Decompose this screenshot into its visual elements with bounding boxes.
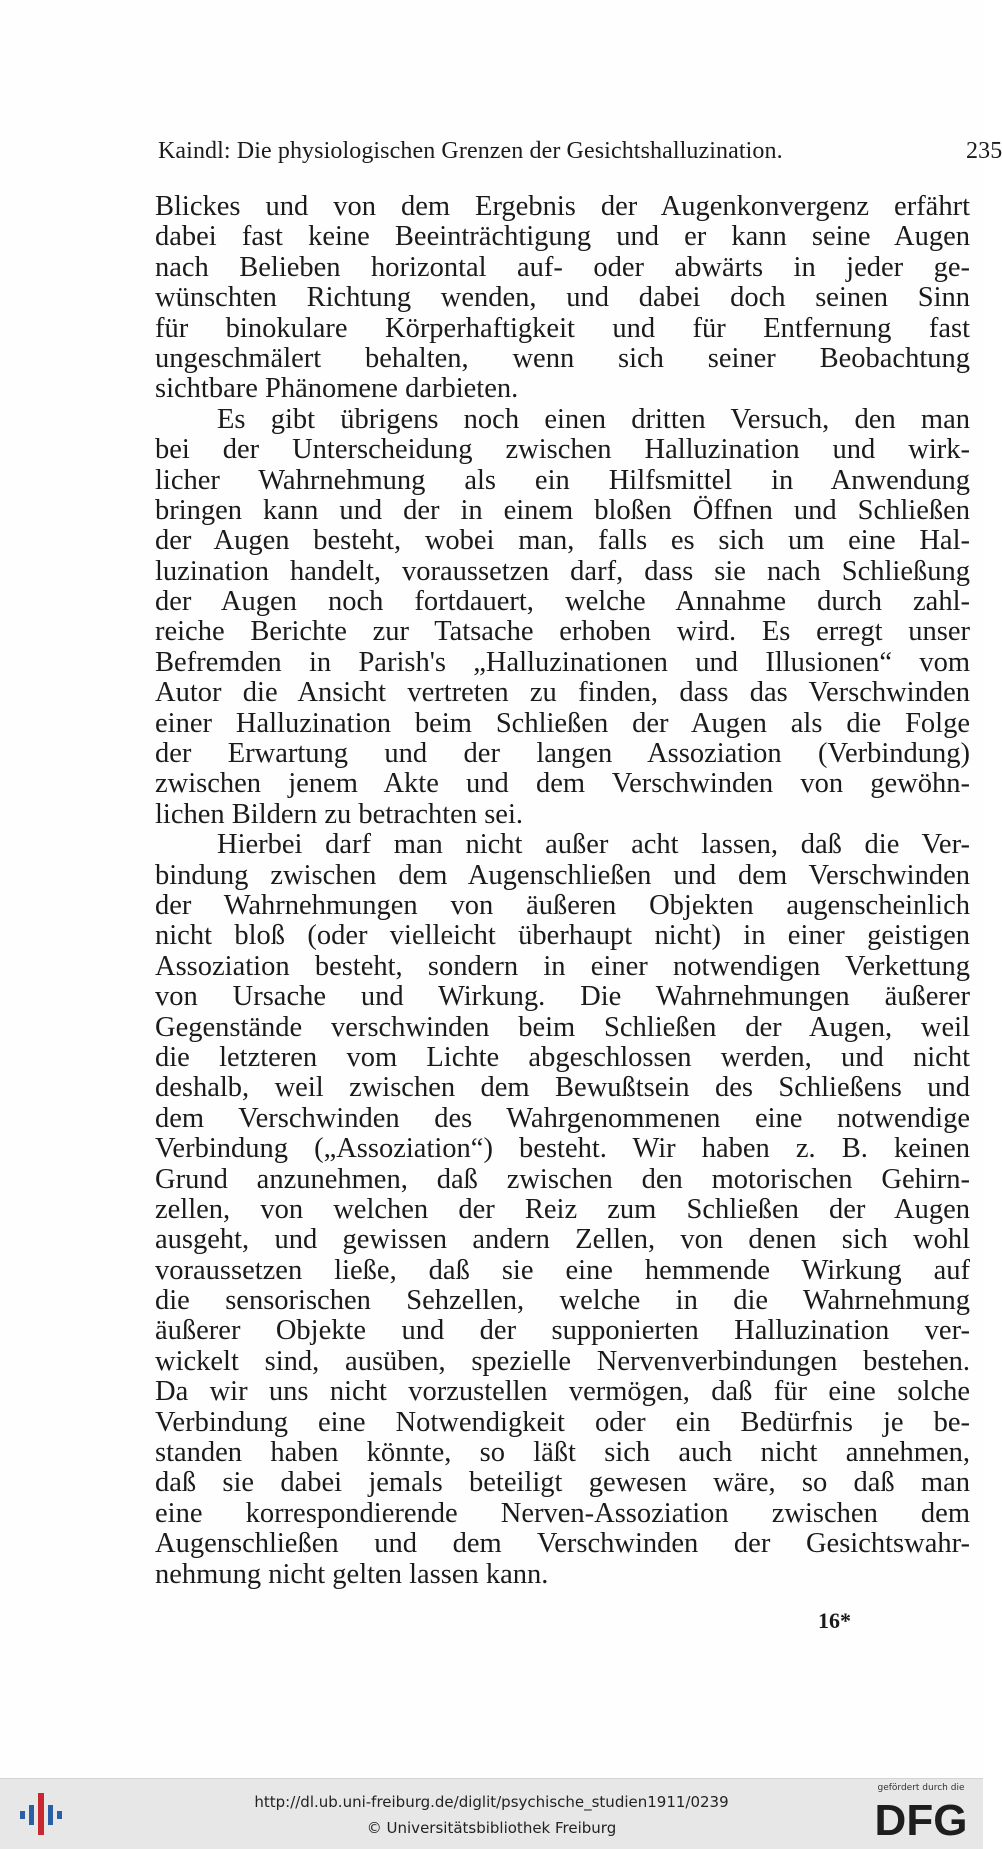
- text-line: der Augen noch fortdauert, welche Annahme durch zahl-: [155, 586, 970, 618]
- text-line: daß sie dabei jemals beteiligt gewesen wäre, so daß man: [155, 1467, 970, 1499]
- text-line: Autor die Ansicht vertreten zu finden, dass das Verschwinden: [155, 677, 970, 709]
- text-line: Grund anzunehmen, daß zwischen den motorischen Gehirn-: [155, 1163, 970, 1195]
- signature-mark: 16*: [818, 1608, 851, 1633]
- text-line: zellen, von welchen der Reiz zum Schließen der Augen: [155, 1193, 970, 1225]
- text-line: bringen kann und der in einem bloßen Öffnen und Schließen: [155, 494, 970, 526]
- text-line: ausgeht, und gewissen andern Zellen, von denen sich wohl: [155, 1224, 970, 1256]
- text-line: dem Verschwinden des Wahrgenommenen eine notwendige: [155, 1102, 970, 1134]
- text-line: Da wir uns nicht vorzustellen vermögen, daß für eine solche: [155, 1376, 970, 1408]
- text-line: die letzteren vom Lichte abgeschlossen werden, und nicht: [155, 1041, 970, 1073]
- text-line: nicht bloß (oder vielleicht überhaupt nicht) in einer geistigen: [155, 920, 970, 952]
- text-line: bindung zwischen dem Augenschließen und dem Verschwinden: [155, 859, 970, 891]
- text-line: lichen Bildern zu betrachten sei.: [155, 798, 523, 830]
- text-line: Hierbei darf man nicht außer acht lassen, daß die Ver-: [217, 829, 970, 861]
- running-head: [158, 138, 1002, 165]
- text-line: Es gibt übrigens noch einen dritten Versuch, den man: [217, 403, 970, 435]
- text-line: Augenschließen und dem Verschwinden der Gesichtswahr-: [155, 1528, 970, 1560]
- text-line: zwischen jenem Akte und dem Verschwinden von gewöhn-: [155, 768, 970, 800]
- text-line: von Ursache und Wirkung. Die Wahrnehmungen äußerer: [155, 981, 970, 1013]
- text-line: standen haben könnte, so läßt sich auch nicht annehmen,: [155, 1437, 970, 1469]
- text-line: Verbindung („Assoziation“) besteht. Wir haben z. B. keinen: [155, 1133, 970, 1165]
- text-line: der Erwartung und der langen Assoziation (Verbindung): [155, 738, 970, 770]
- text-line: deshalb, weil zwischen dem Bewußtsein des Schließens und: [155, 1072, 970, 1104]
- text-line: ungeschmälert behalten, wenn sich seiner Beobachtung: [155, 342, 970, 374]
- text-line: Assoziation besteht, sondern in einer notwendigen Verkettung: [155, 950, 970, 982]
- dfg-logo-icon: [870, 1793, 972, 1845]
- text-line: eine korrespondierende Nerven-Assoziation zwischen dem: [155, 1497, 970, 1529]
- page-number: 235: [966, 138, 1002, 164]
- text-line: sichtbare Phänomene darbieten.: [155, 373, 519, 405]
- text-line: die sensorischen Sehzellen, welche in die Wahrnehmung: [155, 1285, 970, 1317]
- copyright-notice: © Universitätsbibliothek Freiburg: [366, 1819, 617, 1837]
- dfg-caption: gefördert durch die: [877, 1783, 965, 1793]
- text-line: bei der Unterscheidung zwischen Halluzination und wirk-: [155, 434, 970, 466]
- text-line: wünschten Richtung wenden, und dabei doch seinen Sinn: [155, 282, 970, 314]
- text-line: dabei fast keine Beeinträchtigung und er kann seine Augen: [155, 221, 970, 253]
- text-line: nehmung nicht gelten lassen kann.: [155, 1558, 549, 1590]
- dfg-logo-text: DFG: [874, 1796, 968, 1845]
- text-line: nach Belieben horizontal auf- oder abwärts in jeder ge-: [155, 251, 970, 283]
- text-line: luzination handelt, voraussetzen darf, dass sie nach Schließung: [155, 555, 970, 587]
- text-line: für binokulare Körperhaftigkeit und für Entfernung fast: [155, 312, 970, 344]
- text-line: licher Wahrnehmung als ein Hilfsmittel in Anwendung: [155, 464, 970, 496]
- text-line: voraussetzen ließe, daß sie eine hemmende Wirkung auf: [155, 1254, 970, 1286]
- text-line: wickelt sind, ausüben, spezielle Nervenverbindungen bestehen.: [155, 1345, 970, 1377]
- document-url[interactable]: http://dl.ub.uni-freiburg.de/diglit/psychische_studien1911/0239: [254, 1793, 729, 1811]
- text-line: Gegenstände verschwinden beim Schließen der Augen, weil: [155, 1011, 970, 1043]
- footer-bar: [0, 1778, 983, 1849]
- text-line: einer Halluzination beim Schließen der Augen als die Folge: [155, 707, 970, 739]
- dfg-logo[interactable]: [866, 1783, 976, 1845]
- text-line: Befremden in Parish's „Halluzinationen und Illusionen“ vom: [155, 646, 970, 678]
- running-title: Kaindl: Die physiologischen Grenzen der Gesichtshalluzination.: [158, 138, 783, 164]
- text-line: der Augen besteht, wobei man, falls es sich um eine Hal-: [155, 525, 970, 557]
- body-text: [155, 192, 970, 1590]
- text-line: äußerer Objekte und der supponierten Halluzination ver-: [155, 1315, 970, 1347]
- text-line: Verbindung eine Notwendigkeit oder ein Bedürfnis je be-: [155, 1406, 970, 1438]
- text-line: Blickes und von dem Ergebnis der Augenkonvergenz erfährt: [155, 191, 970, 222]
- text-line: reiche Berichte zur Tatsache erhoben wird. Es erregt unser: [155, 616, 970, 648]
- text-line: der Wahrnehmungen von äußeren Objekten augenscheinlich: [155, 889, 970, 921]
